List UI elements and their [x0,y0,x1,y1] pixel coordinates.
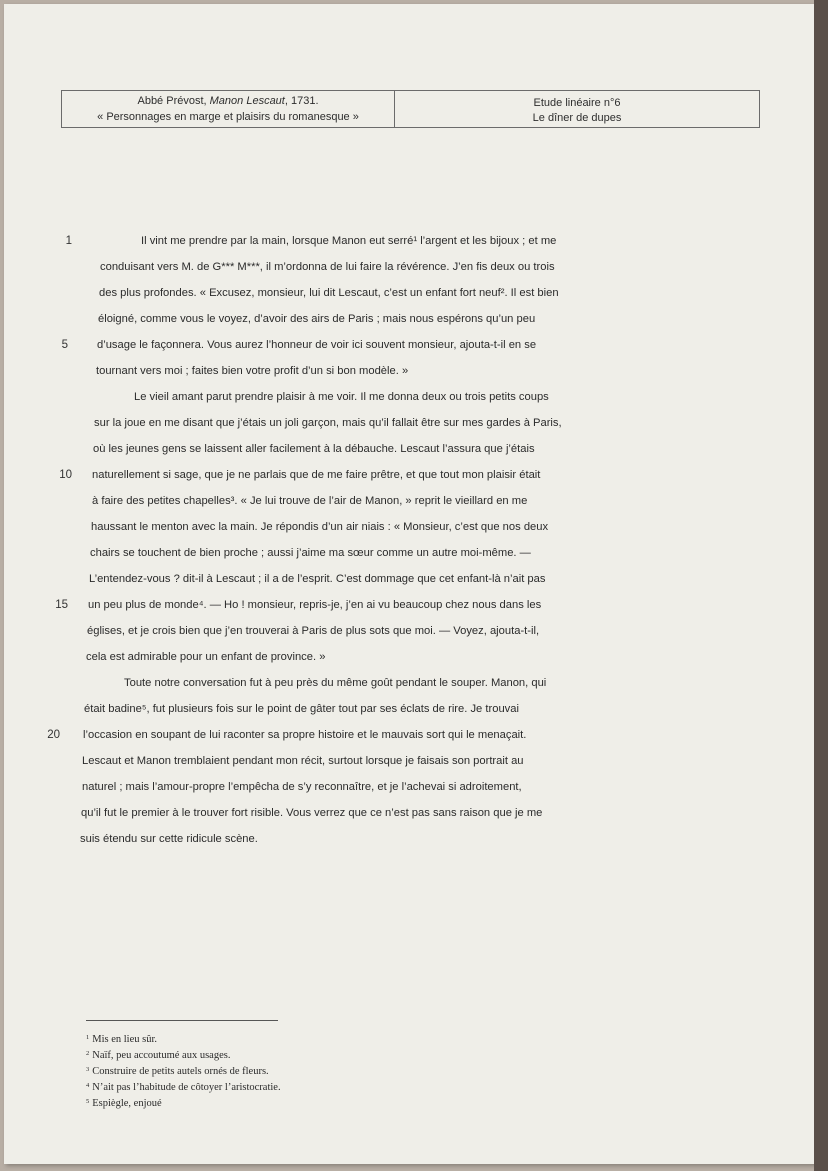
text-line: conduisant vers M. de G*** M***, il m’ordonna de lui faire la révérence. J’en fis deux ou trois [100,261,555,273]
author-text: Abbé Prévost, [137,95,210,107]
line-number: 5 [61,339,68,351]
study-number: Etude linéaire n°6 [533,97,621,109]
footnote [86,1030,281,1046]
text-line: L’entendez-vous ? dit-il à Lescaut ; il a de l’esprit. C’est dommage que cet enfant-là n’ait pas [89,573,546,585]
footnote-text: Mis en lieu sûr. [92,1034,157,1045]
footnote-number: 5 [86,1098,90,1105]
footnote-text: N’ait pas l’habitude de côtoyer l’aristocratie. [92,1082,281,1093]
header-study-cell [395,91,759,127]
footnote-text: Construire de petits autels ornés de fleurs. [92,1066,269,1077]
header-source-cell [62,91,395,127]
footnote-separator [86,1020,278,1021]
footnote-text: Espiègle, enjoué [92,1098,162,1109]
footnote-text: Naïf, peu accoutumé aux usages. [92,1050,231,1061]
text-line: était badine⁵, fut plusieurs fois sur le point de gâter tout par ses éclats de rire. Je trouvai [84,703,519,715]
text-line: tournant vers moi ; faites bien votre profit d’un si bon modèle. » [96,365,409,377]
text-line: Il vint me prendre par la main, lorsque Manon eut serré¹ l’argent et les bijoux ; et me [141,235,557,247]
footnote-number: 2 [86,1050,90,1057]
line-number: 20 [47,729,60,741]
text-line: chairs se touchent de bien proche ; aussi j’aime ma sœur comme un autre moi-même. — [90,547,531,559]
text-line: des plus profondes. « Excusez, monsieur, lui dit Lescaut, c’est un enfant fort neuf². Il est bien [99,287,559,299]
text-line: naturellement si sage, que je ne parlais que de me faire prêtre, et que tout mon plaisir était [92,469,541,481]
text-line: naturel ; mais l’amour-propre l’empêcha de s’y reconnaître, et je l’achevai si adroitement, [82,781,522,793]
text-line: l’occasion en soupant de lui raconter sa propre histoire et le mauvais sort qui le menaçait. [83,729,527,741]
header-source-line [62,93,394,109]
text-line: Toute notre conversation fut à peu près du même goût pendant le souper. Manon, qui [124,677,547,689]
text-line: un peu plus de monde⁴. — Ho ! monsieur, repris-je, j’en ai vu beaucoup chez nous dans les [88,599,542,611]
study-title: Le dîner de dupes [532,112,622,124]
header-table [61,90,760,128]
year-text: , 1731. [284,95,319,107]
text-line: qu’il fut le premier à le trouver fort risible. Vous verrez que ce n’est pas sans raison que je me [81,807,543,819]
footnote [86,1046,281,1062]
footnote-number: 3 [86,1066,90,1073]
text-line: à faire des petites chapelles³. « Je lui trouve de l’air de Manon, » reprit le vieillard en me [92,495,528,507]
line-number: 1 [65,235,72,247]
header-theme-line: « Personnages en marge et plaisirs du romanesque » [97,111,359,123]
text-line: haussant le menton avec la main. Je répondis d’un air niais : « Monsieur, c’est que nos deux [91,521,549,533]
footnote [86,1078,281,1094]
text-line: Le vieil amant parut prendre plaisir à me voir. Il me donna deux ou trois petits coups [134,391,549,403]
text-line: d’usage le façonnera. Vous aurez l’honneur de voir ici souvent monsieur, ajouta-t-il en se [97,339,537,351]
document-page [4,4,816,1164]
text-line: éloigné, comme vous le voyez, d’avoir des airs de Paris ; mais nous espérons qu’un peu [98,313,536,325]
footnotes [86,1030,281,1110]
line-number: 10 [59,469,72,481]
text-line: suis étendu sur cette ridicule scène. [80,833,258,845]
footnote-number: 4 [86,1082,90,1089]
footnote-number: 1 [86,1034,90,1041]
text-line: Lescaut et Manon tremblaient pendant mon récit, surtout lorsque je faisais son portrait au [82,755,524,767]
footnote [86,1062,281,1078]
text-line: églises, et je crois bien que j’en trouverai à Paris de plus sots que moi. — Voyez, ajouta-t-il, [87,625,540,637]
work-title: Manon Lescaut [209,95,285,107]
text-line: cela est admirable pour un enfant de province. » [86,651,326,663]
page-edge-shadow [814,0,828,1171]
line-number: 15 [55,599,68,611]
text-line: où les jeunes gens se laissent aller facilement à la débauche. Lescaut l’assura que j’étais [93,443,535,455]
text-line: sur la joue en me disant que j’étais un joli garçon, mais qu’il fallait être sur mes gardes à Paris, [94,417,562,429]
footnote [86,1094,281,1110]
